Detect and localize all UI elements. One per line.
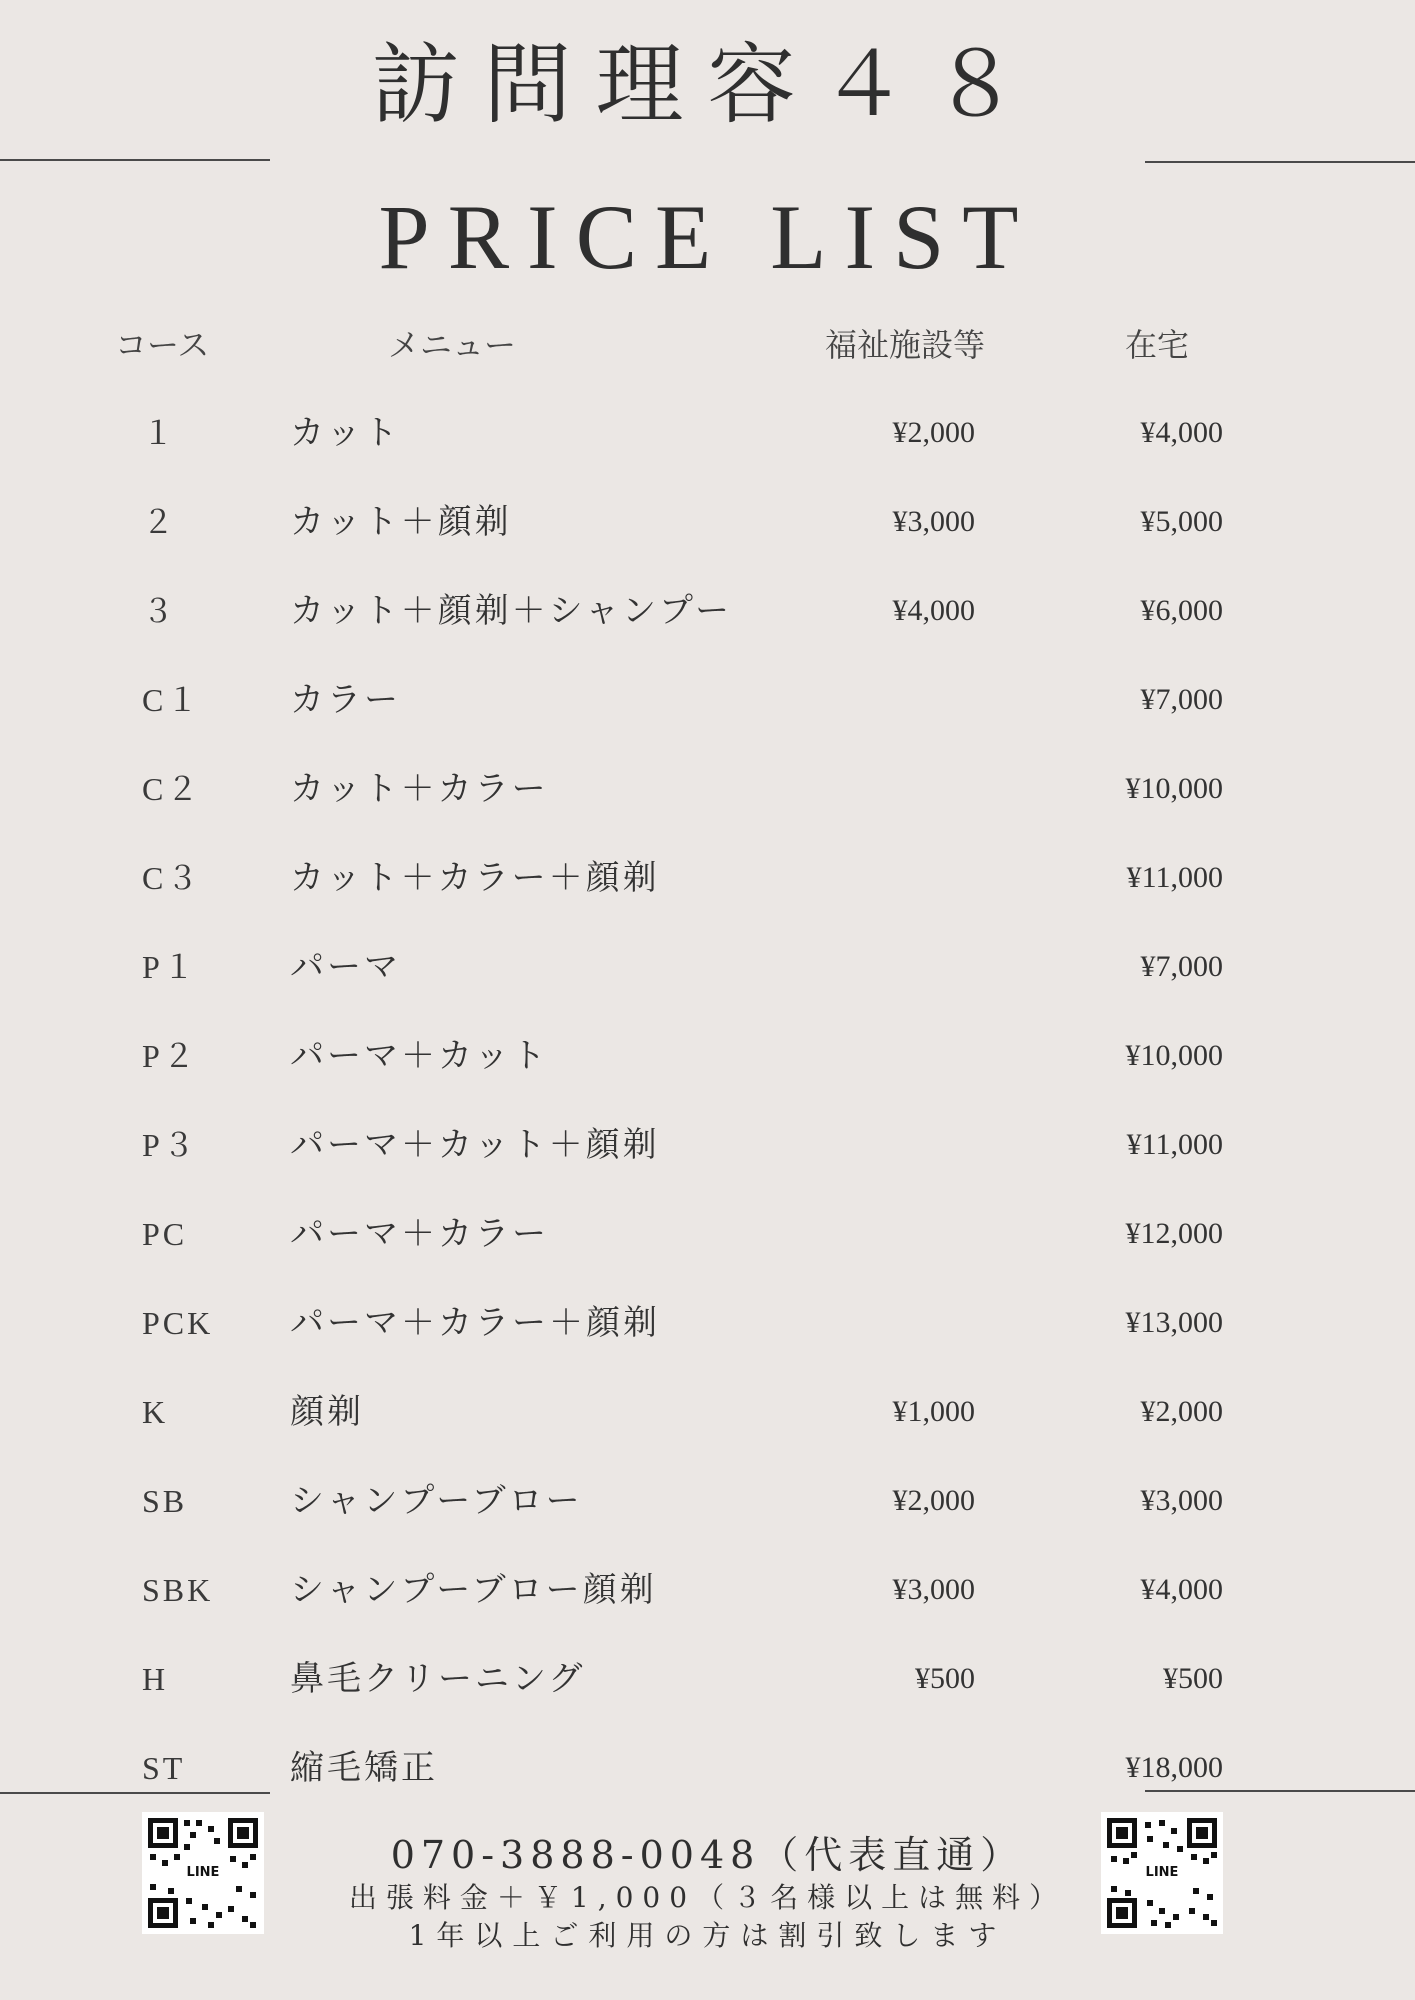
course-code: K: [142, 1394, 169, 1430]
home-price: ¥4,000: [1140, 416, 1223, 449]
home-price: ¥7,000: [1140, 683, 1223, 716]
menu-name: パーマ＋カット: [290, 1036, 549, 1076]
menu-name: パーマ＋カラー＋顔剃: [290, 1303, 660, 1343]
table-row: [0, 1382, 1415, 1442]
facility-price: ¥2,000: [892, 416, 975, 449]
discount-note: 1年以上ご利用の方は割引致します: [408, 1919, 1007, 1952]
course-code: P１: [142, 949, 198, 985]
home-price: ¥10,000: [1125, 772, 1223, 805]
home-price: ¥5,000: [1140, 505, 1223, 538]
table-row: [0, 1738, 1415, 1798]
table-row: [0, 670, 1415, 730]
home-price: ¥12,000: [1125, 1217, 1223, 1250]
table-row: [0, 1560, 1415, 1620]
bottom-right-rule: [1145, 1790, 1415, 1792]
qr-left-label: LINE: [186, 1865, 220, 1880]
home-price: ¥13,000: [1125, 1306, 1223, 1339]
table-row: [0, 1471, 1415, 1531]
top-right-rule: [1145, 161, 1415, 163]
course-code: PCK: [142, 1305, 214, 1341]
table-row: [0, 759, 1415, 819]
menu-name: カット＋顔剃: [290, 502, 512, 542]
menu-name: シャンプーブロー顔剃: [290, 1570, 657, 1610]
home-price: ¥18,000: [1125, 1751, 1223, 1784]
facility-price: ¥4,000: [892, 594, 975, 627]
top-left-rule: [0, 159, 270, 161]
course-code: C３: [142, 860, 202, 896]
home-price: ¥6,000: [1140, 594, 1223, 627]
facility-price: ¥3,000: [892, 505, 975, 538]
menu-name: 顔剃: [290, 1392, 364, 1432]
menu-name: カット＋カラー: [290, 769, 549, 809]
home-price: ¥11,000: [1126, 1128, 1223, 1161]
home-price: ¥500: [1163, 1662, 1223, 1695]
menu-name: パーマ: [290, 947, 401, 987]
home-price: ¥11,000: [1126, 861, 1223, 894]
table-row: [0, 1649, 1415, 1709]
menu-name: カット＋カラー＋顔剃: [290, 858, 660, 898]
home-price: ¥3,000: [1140, 1484, 1223, 1517]
phone-number: 070-3888-0048（代表直通）: [390, 1833, 1025, 1877]
course-code: ３: [142, 593, 178, 629]
bottom-left-rule: [0, 1792, 270, 1794]
table-row: [0, 1293, 1415, 1353]
table-row: [0, 1026, 1415, 1086]
menu-name: 縮毛矯正: [290, 1748, 438, 1788]
column-header-menu: メニュー: [388, 326, 517, 364]
menu-name: カラー: [290, 680, 401, 720]
course-code: ST: [142, 1750, 186, 1786]
facility-price: ¥3,000: [892, 1573, 975, 1606]
table-row: [0, 1204, 1415, 1264]
facility-price: ¥2,000: [892, 1484, 975, 1517]
course-code: P２: [142, 1038, 198, 1074]
course-code: C１: [142, 682, 202, 718]
table-row: [0, 492, 1415, 552]
facility-price: ¥500: [915, 1662, 975, 1695]
column-header-home: 在宅: [1125, 326, 1190, 364]
course-code: H: [142, 1661, 169, 1697]
course-code: ２: [142, 504, 178, 540]
facility-price: ¥1,000: [892, 1395, 975, 1428]
page-subtitle: PRICE LIST: [378, 186, 1037, 288]
column-header-facility: 福祉施設等: [825, 326, 986, 364]
menu-name: 鼻毛クリーニング: [290, 1659, 586, 1699]
home-price: ¥4,000: [1140, 1573, 1223, 1606]
table-row: [0, 848, 1415, 908]
table-row: [0, 1115, 1415, 1175]
menu-name: カット: [290, 413, 401, 453]
table-row: [0, 937, 1415, 997]
home-price: ¥7,000: [1140, 950, 1223, 983]
course-code: SB: [142, 1483, 188, 1519]
course-code: C２: [142, 771, 202, 807]
travel-fee-note: 出張料金＋￥1,000（３名様以上は無料）: [348, 1881, 1067, 1914]
table-row: [0, 581, 1415, 641]
menu-name: パーマ＋カラー: [290, 1214, 549, 1254]
home-price: ¥2,000: [1140, 1395, 1223, 1428]
table-row: [0, 403, 1415, 463]
qr-right-label: LINE: [1145, 1865, 1179, 1880]
course-code: P３: [142, 1127, 198, 1163]
course-code: PC: [142, 1216, 188, 1252]
menu-name: シャンプーブロー: [290, 1481, 583, 1521]
course-code: １: [142, 415, 178, 451]
menu-name: カット＋顔剃＋シャンプー: [290, 591, 732, 631]
menu-name: パーマ＋カット＋顔剃: [290, 1125, 660, 1165]
course-code: SBK: [142, 1572, 214, 1608]
column-header-course: コース: [115, 326, 210, 364]
page-title: 訪問理容４８: [371, 33, 1044, 136]
home-price: ¥10,000: [1125, 1039, 1223, 1072]
